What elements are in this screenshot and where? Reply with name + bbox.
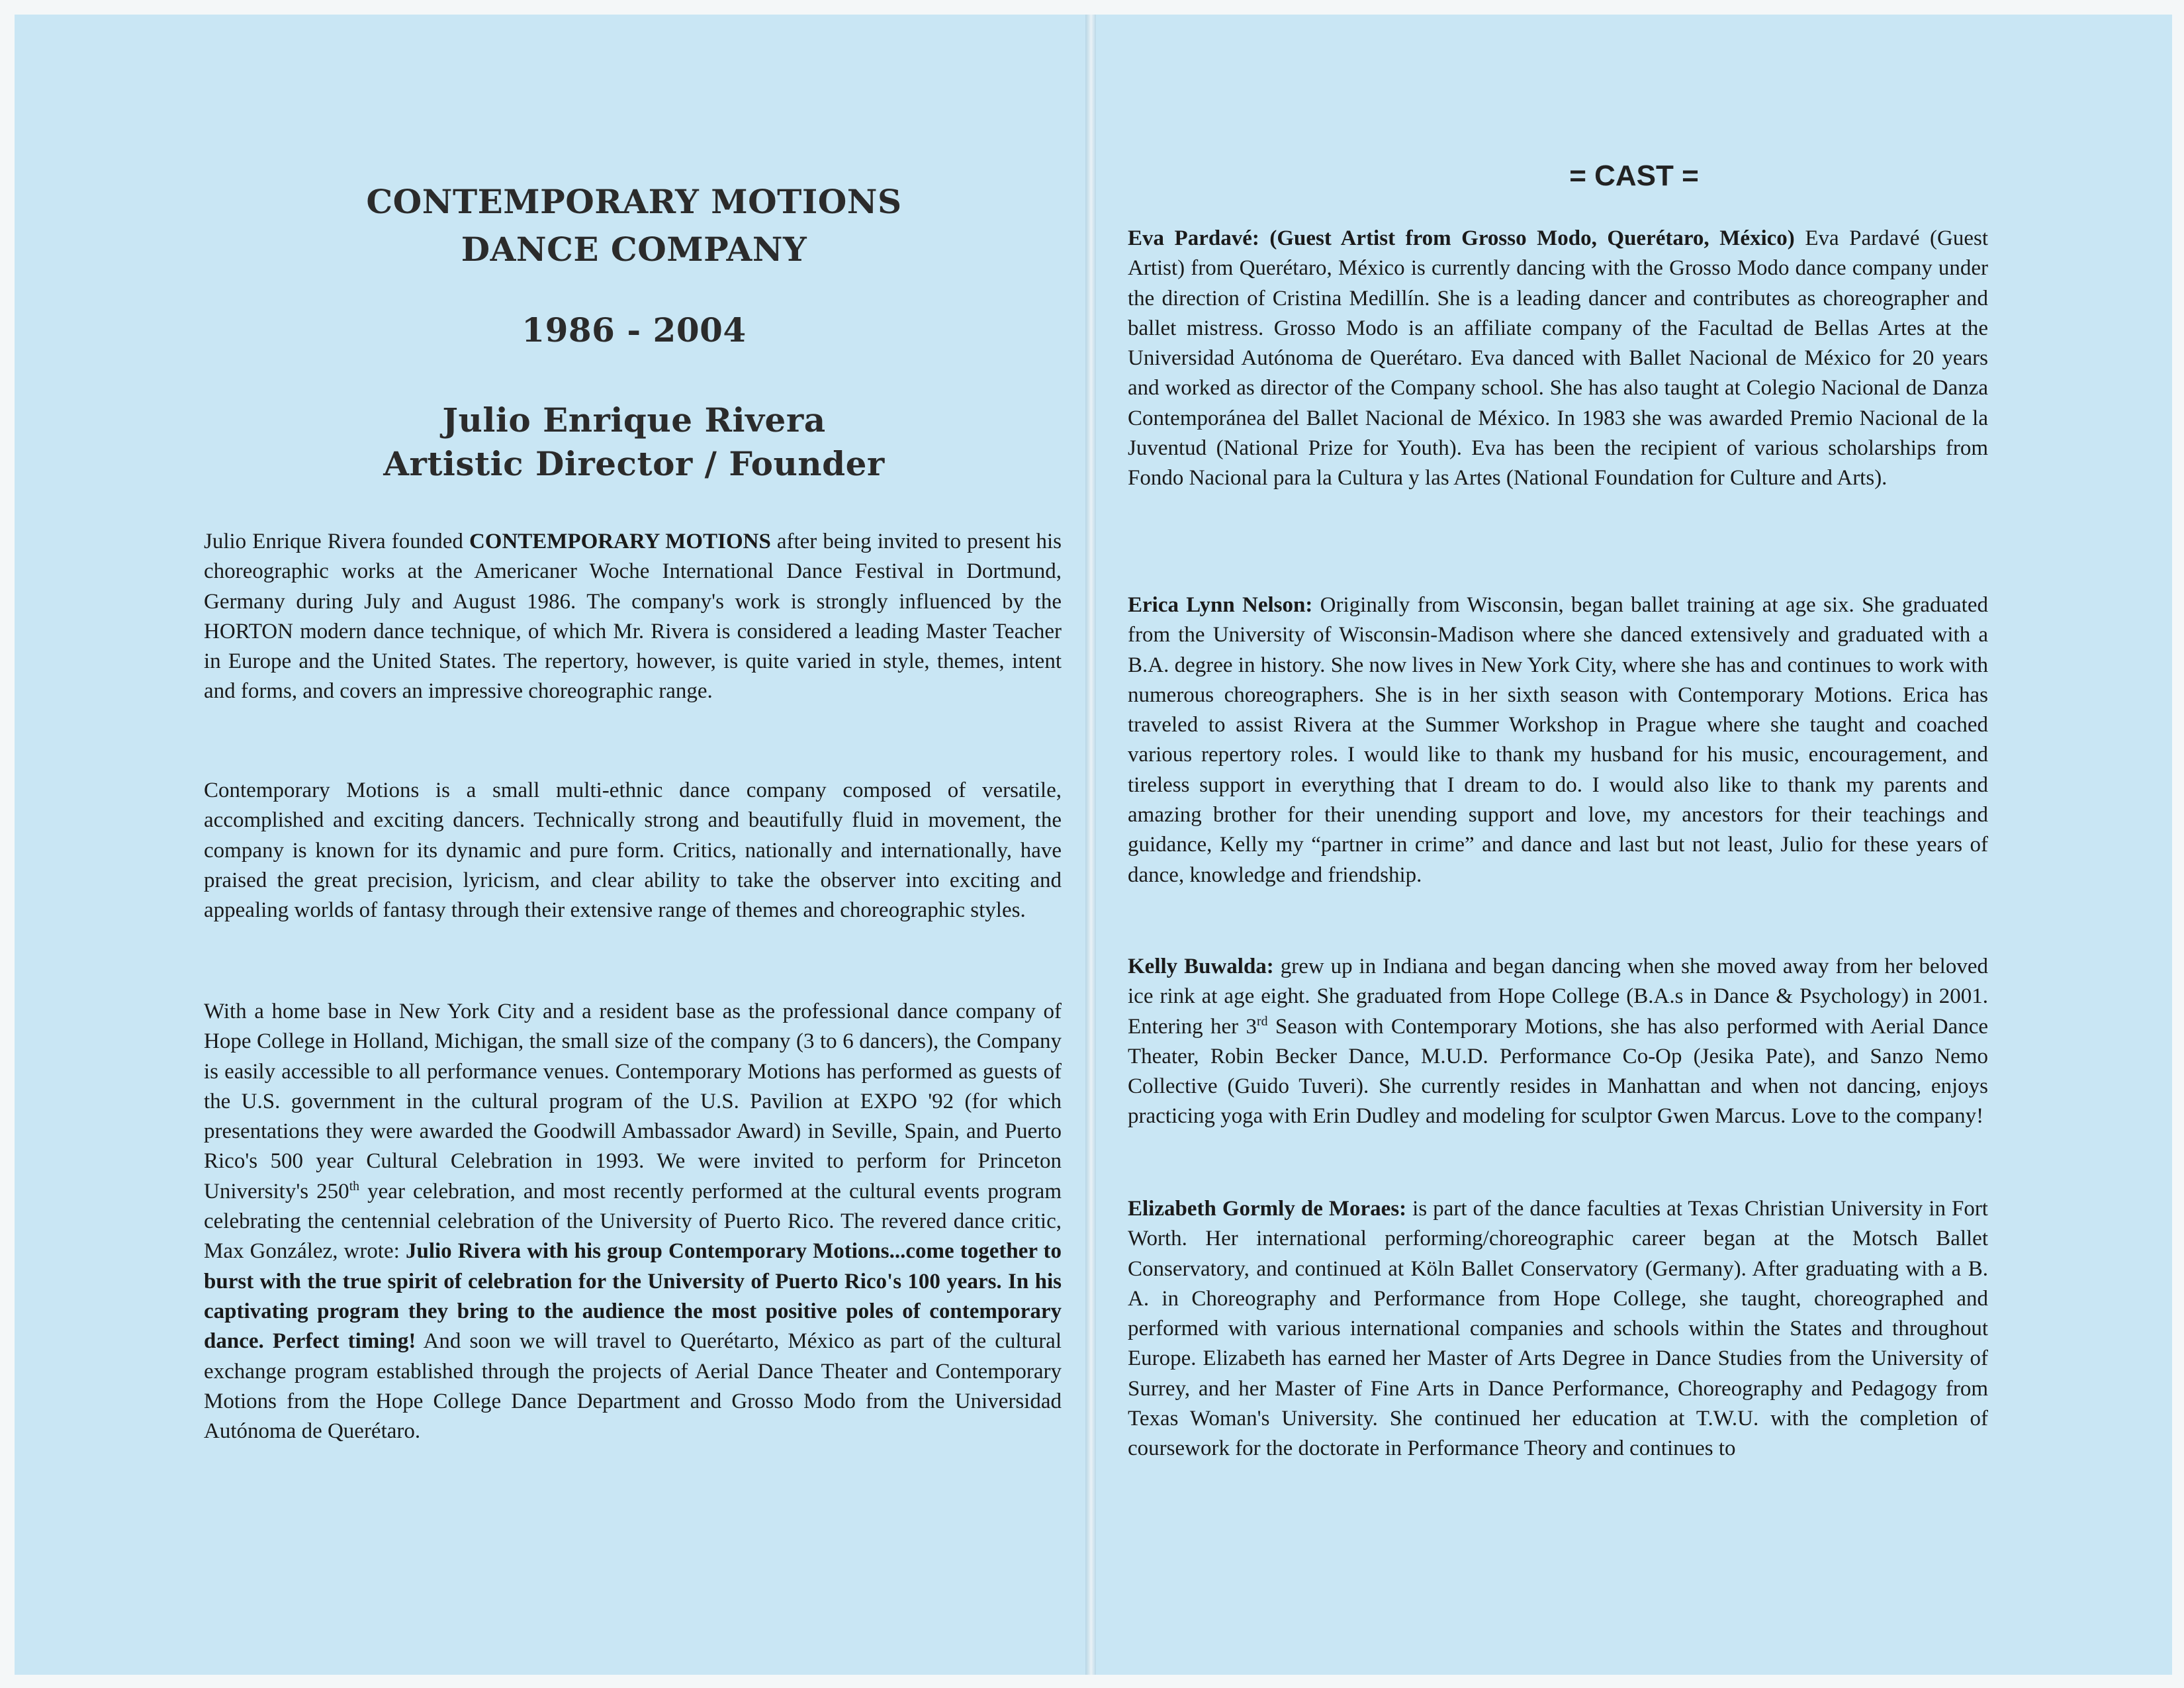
cast-bio bbox=[1128, 1194, 1988, 1464]
critic-quote: Julio Rivera with his group Contemporary Motions...come together to burst with the true spirit of celebration for the University of Puerto Rico's 100 years. In his captivating program they bring to the audience the most positive poles of contemporary dance. Perfect timing! bbox=[204, 1239, 1062, 1354]
cast-bio-text: is part of the dance faculties at Texas Christian University in Fort Worth. Her international performing/choreographic career began at the Motsch Ballet Conservatory, and continued at Köln Ballet Conservatory (Germany). After graduating with a B. A. in Choreography and Performance from Hope College, she taught, choreographed and performed with various international companies and schools within the States and throughout Europe. Elizabeth has earned her Master of Arts Degree in Dance Studies from the University of Surrey, and her Master of Fine Arts in Dance Performance, Choreography and Pedagogy from Texas Woman's University. She continued her education at T.W.U. with the completion of coursework for the doctorate in Performance Theory and continues to bbox=[1128, 1197, 1988, 1461]
history-text-c: And soon we will travel to Querétarto, México as part of the cultural exchange program established through the projects of Aerial Dance Theater and Contemporary Motions from the Hope College Dance Department and Grosso Modo from the Universidad Autónoma de Querétaro. bbox=[204, 1329, 1062, 1444]
company-history-paragraph bbox=[204, 997, 1062, 1446]
director-name: Julio Enrique Rivera bbox=[442, 400, 826, 440]
history-superscript: th bbox=[349, 1178, 360, 1194]
cast-bio bbox=[1128, 590, 1988, 890]
intro-company-name: CONTEMPORARY MOTIONS bbox=[469, 530, 771, 553]
cast-bio bbox=[1128, 952, 1988, 1132]
cast-bio-name: Elizabeth Gormly de Moraes: bbox=[1128, 1197, 1407, 1221]
company-description-paragraph: Contemporary Motions is a small multi-ethnic dance company composed of versatile, accomplished and exciting dancers. Technically strong and beautifully fluid in movement, the company is known for its dynamic and pure form. Critics, nationally and internationally, have praised the great precision, lyricism, and clear ability to take the observer into exciting and appealing worlds of fantasy through their extensive range of themes and choreographic styles. bbox=[204, 778, 1062, 923]
intro-text-a: Julio Enrique Rivera founded bbox=[204, 530, 469, 553]
intro-text-c: after being invited to present his choreographic works at the Americaner Woche International Dance Festival in Dortmund, Germany during July and August 1986. The company's work is strongly influenced by the HORTON modern dance technique, of which Mr. Rivera is considered a leading Master Teacher in Europe and the United States. The repertory, however, is quite varied in style, themes, intent and forms, and covers an impressive choreographic range. bbox=[204, 530, 1062, 704]
company-title-line1: CONTEMPORARY MOTIONS bbox=[366, 182, 902, 221]
history-text-a: With a home base in New York City and a resident base as the professional dance company of Hope College in Holland, Michigan, the small size of the company (3 to 6 dancers), the Company is easily accessible to all performance venues. Contemporary Motions has performed as guests of the U.S. government in the cultural program of the U.S. Pavilion at EXPO '92 (for which presentations they were awarded the Goodwill Ambassador Award) in Seville, Spain, and Puerto Rico's 500 year Cultural Celebration in 1993. We were invited to perform for Princeton University's 250 bbox=[204, 1000, 1062, 1203]
cast-bio bbox=[1128, 224, 1988, 494]
company-years: 1986 - 2004 bbox=[522, 310, 747, 350]
intro-paragraph bbox=[204, 527, 1062, 707]
cast-bio-text: Eva Pardavé (Guest Artist) from Querétaro, México is currently dancing with the Grosso Modo dance company under the direction of Cristina Medillín. She is a leading dancer and contributes as choreographer and ballet mistress. Grosso Modo is an affiliate company of the Facultad de Bellas Artes at the Universidad Autónoma de Querétaro. Eva danced with Ballet Nacional de México for 20 years and worked as director of the Company school. She has also taught at Colegio Nacional de Danza Contemporánea del Ballet Nacional de México. In 1983 she was awarded Premio Nacional de la Juventud (National Prize for Youth). Eva has been the recipient of various scholarships from Fondo Nacional para la Cultura y las Artes (National Foundation for Culture and Arts). bbox=[1128, 226, 1988, 491]
cast-bio-text-cont: Season with Contemporary Motions, she has also performed with Aerial Dance Theater, Robin Becker Dance, M.U.D. Performance Co-Op (Jesika Pate), and Sanzo Nemo Collective (Guido Tuveri). She currently resides in Manhattan and when not dancing, enjoys practicing yoga with Erin Dudley and modeling for sculptor Gwen Marcus. Love to the company! bbox=[1128, 1014, 1988, 1129]
cast-bio-superscript: rd bbox=[1257, 1013, 1268, 1029]
center-fold bbox=[1085, 15, 1096, 1675]
cast-bio-name: Eva Pardavé: (Guest Artist from Grosso Modo, Querétaro, México) bbox=[1128, 226, 1795, 250]
right-page bbox=[1096, 15, 2172, 1675]
cast-heading: = CAST = bbox=[1569, 160, 1699, 192]
director-role: Artistic Director / Founder bbox=[383, 444, 885, 483]
cast-bio-text: Originally from Wisconsin, began ballet training at age six. She graduated from the University of Wisconsin-Madison where she danced extensively and graduated with a B.A. degree in history. She now lives in New York City, where she has and continues to work with numerous choreographers. She is in her sixth season with Contemporary Motions. Erica has traveled to assist Rivera at the Summer Workshop in Prague where she taught and coached various repertory roles. I would like to thank my husband for his music, encouragement, and tireless support in everything that I dream to do. I would also like to thank my parents and amazing brother for their unending support and love, my ancestors for their teachings and guidance, Kelly my “partner in crime” and dance and last but not least, Julio for these years of dance, knowledge and friendship. bbox=[1128, 593, 1989, 887]
history-text-b: year celebration, and most recently performed at the cultural events program celebrating the centennial celebration of the University of Puerto Rico. The revered dance critic, Max González, wrote: bbox=[204, 1179, 1062, 1264]
cast-bio-name: Erica Lynn Nelson: bbox=[1128, 593, 1313, 617]
cast-bio-name: Kelly Buwalda: bbox=[1128, 955, 1274, 978]
company-title-line2: DANCE COMPANY bbox=[461, 230, 807, 269]
left-page bbox=[15, 15, 1085, 1675]
cast-bio-text: grew up in Indiana and began dancing when she moved away from her beloved ice rink at age eight. She graduated from Hope College (B.A.s in Dance & Psychology) in 2001. Entering her 3 bbox=[1128, 955, 1988, 1039]
